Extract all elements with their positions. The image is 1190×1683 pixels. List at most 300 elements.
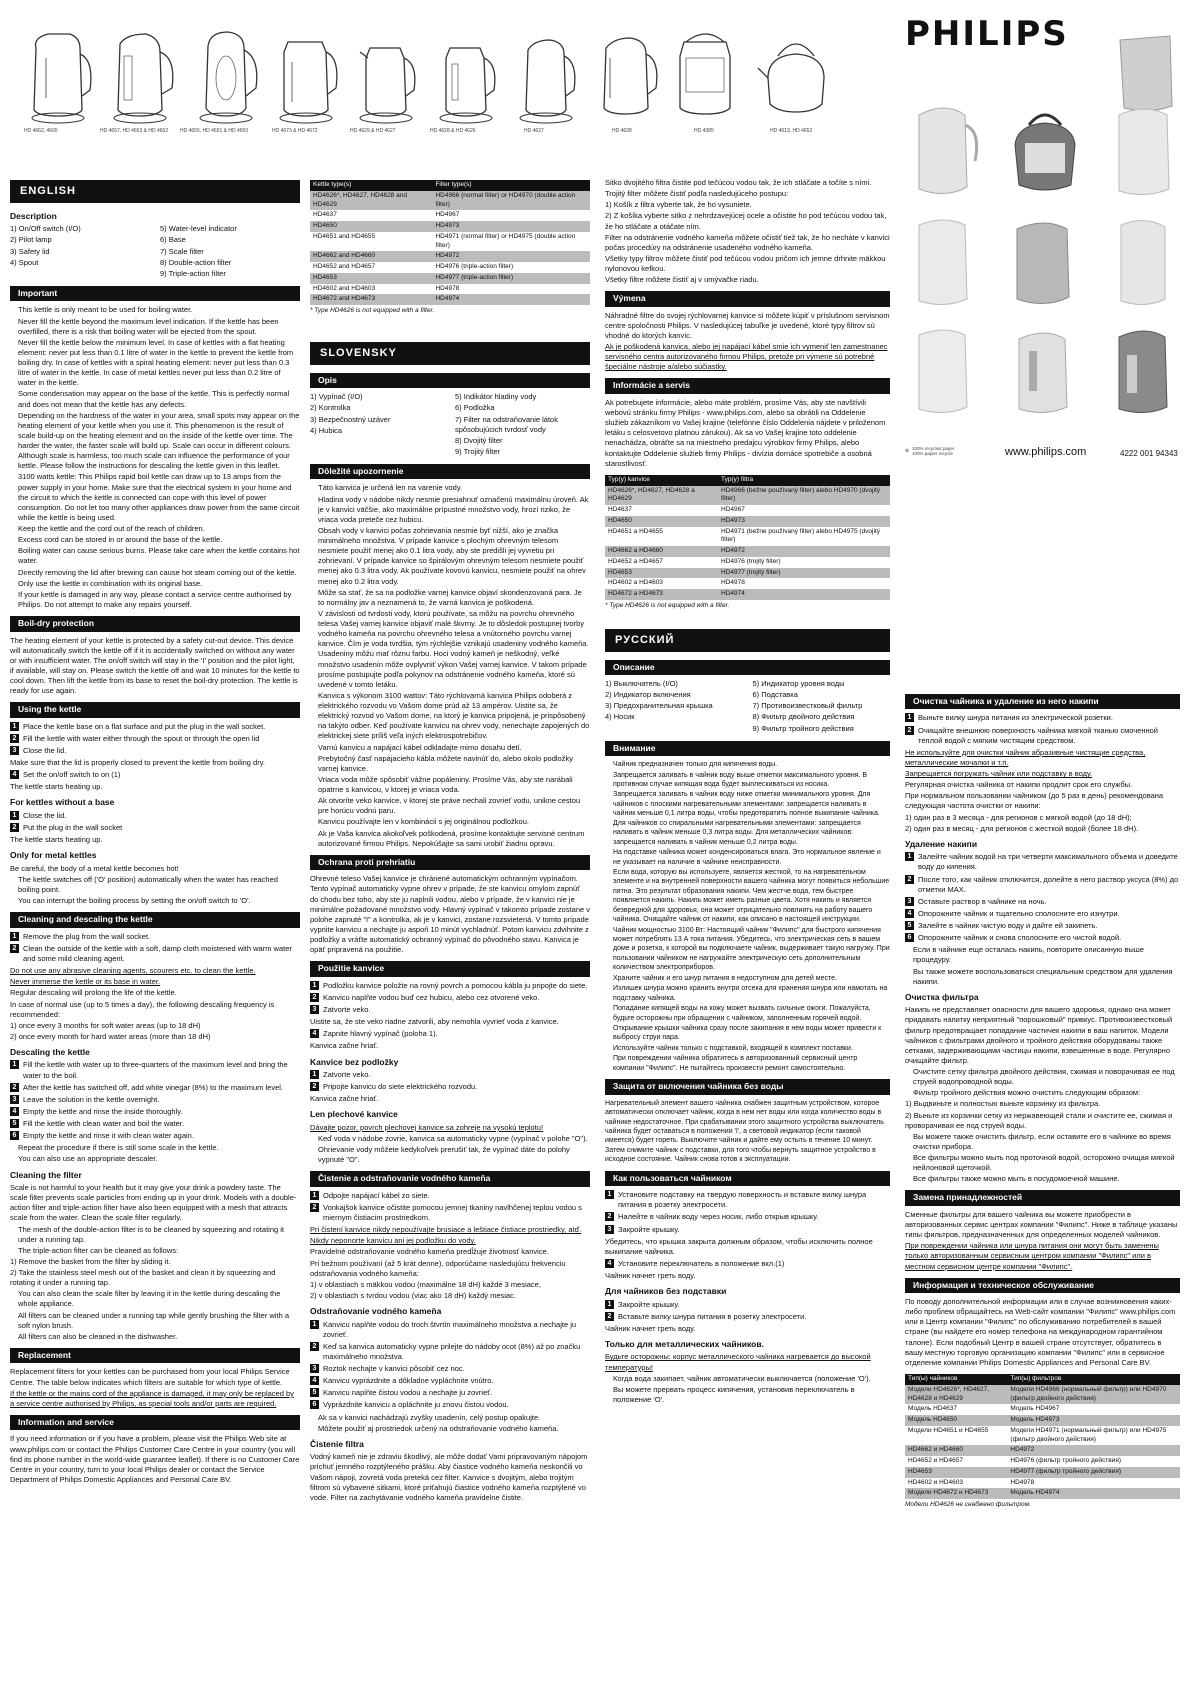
- paragraph: Regular descaling will prolong the life of the kettle.: [10, 988, 177, 998]
- kettle-diagram: [756, 18, 836, 128]
- table-cell: Модели HD4971 (нормальный фильтр) или HD4975 (фильтр двойного действия): [1007, 1426, 1180, 1446]
- table-row: [310, 273, 590, 284]
- section-title: Для чайников без подставки: [605, 1286, 727, 1297]
- table-cell: HD4626*, HD4627, HD4628 a HD4629: [605, 486, 718, 506]
- table-cell: HD4602 and HD4603: [310, 284, 432, 295]
- section-title: Dôležité upozornenie: [310, 464, 590, 479]
- step-item: 1 Kanvicu naplňte vodou do troch štvrtín maximálneho množstva a nechajte ju zovrieť.: [310, 1320, 590, 1340]
- table-cell: HD4653: [905, 1467, 1007, 1478]
- section-title: Cleaning the filter: [10, 1169, 82, 1180]
- model-caption: HD 4657, HD 4653 & HD 4652: [100, 128, 169, 134]
- step-note: Uistite sa, že ste veko riadne zatvorili, aby nemohla vyvrieť voda z kanvice.: [310, 1017, 559, 1027]
- part-item: 8) Dvojitý filter: [455, 435, 503, 445]
- table-row: [905, 1456, 1180, 1467]
- section-title: Boil-dry protection: [10, 616, 300, 631]
- kettle-diagram: [586, 18, 666, 128]
- step-note: Make sure that the lid is properly closed to prevent the kettle from boiling dry.: [10, 758, 265, 768]
- paragraph: Vriaca voda môže spôsobiť vážne popáleniny. Prosíme Vás, aby ste narábali opatrne s kanvicou, v ktorej je vriaca voda.: [318, 774, 573, 795]
- part-item: 8) Фильтр двойного действия: [752, 712, 855, 722]
- warning-text: Pri čistení kanvice nikdy nepoužívajte brusiace a leštiace čistiace prostriedky, atď.: [310, 1225, 582, 1235]
- kettle-diagram: [266, 18, 346, 128]
- table-cell: HD4626*, HD4627, HD4628 and HD4629: [310, 191, 432, 211]
- paragraph: Вы можете прервать процесс кипячения, установив переключатель в положение 'O'.: [613, 1384, 855, 1404]
- table-header: Typ(y) kanvice: [605, 475, 718, 486]
- product-photo: [905, 315, 985, 425]
- website-url: www.philips.com: [1005, 446, 1087, 458]
- part-item: 4) Spout: [10, 257, 39, 267]
- part-item: 3) Предохранительная крышка: [605, 701, 713, 711]
- model-caption: HD 4662, 4665: [24, 128, 58, 134]
- part-item: 8) Double-action filter: [160, 257, 232, 267]
- step-item: 5 Залейте в чайник чистую воду и дайте ей закипеть.: [905, 921, 1180, 931]
- paragraph: Sitko dvojitého filtra čistite pod tečúcou vodou tak, že ich stláčate a točíte s ními.: [605, 178, 872, 187]
- paragraph: 2) Take the stainless steel mesh out of the basket and clean it by squeezing and rotating it under a running tap.: [10, 1268, 276, 1288]
- paragraph: 1) Remove the basket from the filter by sliding it.: [10, 1256, 171, 1266]
- paragraph: Запрещается заливать в чайник воду выше отметки максимального уровня. В противном случае кипящая вода будет выплескиваться из носика.: [613, 771, 868, 789]
- paragraph: Všetky typy filtrov môžete čistiť pod tečúcou vodou pričom ich jemne drhnite mäkkou nylonovou kefkou.: [605, 253, 886, 273]
- paragraph: Запрещается заливать в чайник воду ниже отметки минимального уровня. Для чайников с плоскими нагревательными элементами: запрещается наливать в чайник меньше 0,1 литра воды, чтобы предотвратить полное выкипание чайника. Для чайников со спиральными нагревательными элементами: запрещается наливать в чайник меньше 0,3 литра воды. Для металлических чайников: запрещается наливать в чайник меньше 0,2 литра воды.: [613, 791, 880, 846]
- table-cell: HD4653: [310, 273, 432, 284]
- table-cell: HD4672 a HD4673: [605, 589, 718, 600]
- paragraph: Ak sa v kanvici nachádzajú zvyšky usadenín, celý postup opakujte.: [318, 1412, 541, 1422]
- warning-text: Never immerse the kettle or its base in water.: [10, 977, 161, 987]
- paragraph: Never fill the kettle beyond the maximum level indication. If the kettle has been overfilled, there is a risk that boiling water will be ejected from the spout.: [18, 316, 279, 336]
- step-note: The kettle starts heating up.: [10, 782, 103, 792]
- paragraph: Нагревательный элемент вашего чайника снабжен защитным устройством, которое автоматически отключает чайник, когда в нем нет воды или когда количество воды в чайнике недостаточное. При срабатывании этого защитного устройства выключатель чайника будет оставаться в положении 'I', а световой индикатор (если таковой имеется) будет гореть. Выключите чайник и дайте ему остыть в течение 10 минут. Затем снимите чайник с подставки, для того чтобы вернуть защитное устройство в исходное состояние. Чайник снова готов к эксплуатации.: [605, 1099, 884, 1164]
- step-note: Убедитесь, что крышка закрыта должным образом, чтобы исключить полное выкипание чайника.: [605, 1236, 873, 1256]
- table-row: [905, 1488, 1180, 1499]
- table-row: [605, 557, 890, 568]
- part-item: 7) Противоизвестковый фильтр: [752, 701, 863, 711]
- paragraph: 2) v oblastiach s tvrdou vodou (viac ako 18 dH) každý mesiac.: [310, 1290, 516, 1300]
- table-row: [605, 486, 890, 506]
- section-title: Čistenie filtra: [310, 1438, 364, 1449]
- paragraph: Чайник мощностью 3100 Вт: Настоящий чайник "Филипс" для быстрого кипячения может потреблять 13 А тока питания. Убедитесь, что электрическая сеть в вашем доме и розетка, к которой вы подключаете чайник, выдерживает такую нагрузку. При пользовании чайником не нагружайте электрическую сеть дополнительным количеством электроприборов.: [613, 926, 890, 972]
- warning-text: Do not use any abrasive cleaning agents, scourers etc. to clean the kettle.: [10, 966, 256, 976]
- step-item: 4 Установите переключатель в положение вкл.(1): [605, 1259, 890, 1269]
- table-cell: HD4973: [432, 221, 590, 232]
- table-cell: HD4978: [1007, 1478, 1180, 1489]
- table-cell: HD4977 (trojitý filter): [718, 568, 890, 579]
- table-note: Модели HD4626 не снабжено фильтром.: [905, 1501, 1031, 1509]
- paragraph: Храните чайник и его шнур питания в недоступном для детей месте.: [613, 974, 837, 982]
- section-title: Cleaning and descaling the kettle: [10, 912, 300, 927]
- part-item: 2) Индикатор включения: [605, 690, 691, 700]
- table-row: [605, 578, 890, 589]
- paragraph: При повреждении чайника или шнура питания они могут быть заменены только авторизованным сервисным центром компании "Филипс" или в местном сервисном центре компании "Филипс".: [905, 1241, 1159, 1271]
- product-photo: [1105, 205, 1185, 315]
- paragraph: Môže sa stať, že sa na podložke varnej kanvice objaví skondenzovaná para. Je to normálny jav a neznamená to, že varná kanvica je poškodená.: [318, 587, 582, 607]
- step-item: 2 Vonkajšok kanvice očistite pomocou jemnej tkaniny navlhčenej teplou vodou s miernym čistiacim prostriedkom.: [310, 1203, 590, 1223]
- part-item: 7) Scale filter: [160, 246, 204, 256]
- paragraph: При нормальном пользовании чайником (до 5 раз в день) рекомендована следующая частота очистки от накипи:: [905, 791, 1164, 811]
- language-heading: РУССКИЙ: [605, 629, 890, 652]
- product-photo: [1105, 315, 1185, 425]
- table-cell: Модель HD4650: [905, 1415, 1007, 1426]
- step-item: 3 Zatvorte veko.: [310, 1005, 590, 1015]
- model-caption: HD 4385: [694, 128, 714, 134]
- paragraph: Depending on the hardness of the water in your area, small spots may appear on the heating element of your kettle when you use it. This phenomenon is the result of scale build-up on the heating element and on the inside of the kettle over time. The harder the water, the faster scale will build up. Scale can occur in different colours. Although scale is harmless, too much scale can influence the performance of your kettle. Please follow the instructions for descaling the kettle given in this leaflet.: [18, 410, 300, 471]
- paragraph: Когда вода закипает, чайник автоматически выключается (положение 'O').: [613, 1373, 871, 1383]
- step-note: Kanvica začne hriať.: [310, 1041, 379, 1051]
- paragraph: Все фильтры также можно мыть в посудомоечной машине.: [913, 1174, 1120, 1184]
- step-item: 4 Опорожните чайник и тщательно сполосните его изнутри.: [905, 909, 1180, 919]
- paragraph: Если вода, которую вы используете, является жесткой, то на нагревательном элементе и на внутренней поверхности вашего чайника могут появиться небольшие пятна. Это результат образования накипи. Чем жестче вода, тем быстрее появляется накипь. Накипь может иметь разные цвета. Хотя накипь и является безвредной для здоровья, она может отрицательно повлиять на работу вашего чайника. Очищайте чайник от накипи, как описано в настоящей инструкции.: [613, 868, 890, 924]
- table-header: Typ(y) filtra: [718, 475, 890, 486]
- table-cell: HD4976 (triple-action filter): [432, 262, 590, 273]
- section-title: Kanvice bez podložky: [310, 1056, 399, 1067]
- part-item: 7) Filter na odstraňovanie látok spôsobujúcich tvrdosť vody: [455, 414, 558, 434]
- step-item: 2 Налейте в чайник воду через носик, либо открыв крышку.: [605, 1212, 890, 1222]
- paragraph: По поводу дополнительной информации или в случае возникновения каких-либо проблем обращайтесь на Web-сайт компании "Филипс" www.philips.com или в Центр компании "Филипс" по обслуживанию потребителей в вашей стране (вы найдете его номер телефона на международном гарантийном талоне). Если подобный Центр в вашей стране отсутствует, обратитесь в вашу местную торговую организацию компании "Филипс" или в сервисное отделение компании Philips Domestic Appliances and Personal Care BV.: [905, 1297, 1176, 1367]
- paragraph: Попадание кипящей воды на кожу может вызвать сильные ожоги. Пожалуйста, будьте осторожны при обращении с чайником, заполненным горячей водой.: [613, 1005, 871, 1022]
- kettle-diagram: [346, 18, 426, 128]
- language-heading: ENGLISH: [10, 180, 300, 203]
- step-item: 2 Kanvicu naplňte vodou buď cez hubicu, alebo cez otvorené veko.: [310, 993, 590, 1003]
- paragraph: Vodný kameň nie je zdraviu škodlivý, ale môže dodať Vami pripravovaným nápojom príchuť jemného rozptýleného prášku. Aby čiastice vodného kameňa neskončili vo Vašom nápoji, zovretá voda preteká cez filter. Kanvice s dvojitým, alebo trojitým filtrom sú vybavené sitkami, ktoré priťahujú čiastice vodného kameňa rozptýlené vo vode. Filter na zachytávanie vodného kameňa pravidelne čistite.: [310, 1452, 588, 1502]
- table-cell: HD4978: [718, 578, 890, 589]
- language-heading: SLOVENSKY: [310, 342, 590, 365]
- table-cell: HD4672 and HD4673: [310, 294, 432, 305]
- paragraph: You can also use an appropriate descaler.: [18, 1154, 158, 1164]
- table-note: * Type HD4626 is not equipped with a filter.: [310, 307, 435, 315]
- table-cell: HD4652 и HD4657: [905, 1456, 1007, 1467]
- table-row: [905, 1385, 1180, 1405]
- table-row: [605, 516, 890, 527]
- kettle-diagram: [506, 18, 586, 128]
- kettle-diagram: [426, 18, 506, 128]
- table-cell: HD4651 a HD4655: [605, 527, 718, 547]
- table-row: [905, 1478, 1180, 1489]
- model-caption: HD 4628 & HD 4626: [430, 128, 476, 134]
- table-cell: HD4650: [605, 516, 718, 527]
- table-cell: HD4652 and HD4657: [310, 262, 432, 273]
- part-item: 4) Hubica: [310, 425, 343, 435]
- section-title: Replacement: [10, 1348, 300, 1363]
- model-caption: HD 4637: [524, 128, 544, 134]
- paragraph: Never fill the kettle below the minimum level. In case of kettles with a flat heating element: never put less than 0.1 litre of water in the kettle to prevent the kettle from boiling dry. In case of kettles with a spiral heating element: never put less than 0.3 litre of water in the kettle. In case of metal kettles never put less than 0.2 litre of water in the kettle.: [18, 337, 294, 388]
- table-row: [905, 1415, 1180, 1426]
- section-title: Описание: [605, 660, 890, 675]
- paragraph: Используйте чайник только с подставкой, входящей в комплект поставки.: [613, 1044, 853, 1052]
- paragraph: 1) Выдвиньте и полностью выньте корзинку из фильтра.: [905, 1099, 1101, 1109]
- paragraph: Môžete použiť aj prostriedok určený na odstraňovanie vodného kameňa.: [318, 1423, 559, 1433]
- paragraph: Prebytočný časť napájacieho kábla môžete navinúť do, alebo okolo podložky varnej kanvice.: [318, 753, 573, 773]
- paragraph: Чайник предназначен только для кипячения воды.: [613, 761, 778, 769]
- part-item: 5) Indikátor hladiny vody: [455, 392, 537, 402]
- table-cell: Модели HD4626*, HD4627, HD4628 и HD4629: [905, 1385, 1007, 1405]
- paragraph: All filters can be cleaned under a running tap while gently brushing the filter with a soft nylon brush.: [18, 1310, 289, 1330]
- table-cell: HD4972: [1007, 1445, 1180, 1456]
- table-cell: HD4971 (bežne používaný filter) alebo HD4975 (dvojitý filter): [718, 527, 890, 547]
- warning-text: Nikdy neponorte kanvicu ani jej podložku do vody.: [310, 1236, 476, 1246]
- table-cell: Модель HD4973: [1007, 1415, 1180, 1426]
- step-item: 1 Залейте чайник водой на три четверти максимального объема и доведите воду до кипения.: [905, 852, 1180, 872]
- paragraph: Ohrevné teleso Vašej kanvice je chránené automatickým ochranným vypínačom. Tento vypínač automaticky vypne ohrev v prípade, že ste kanvicu omylom zapnúť do chodu bez toho, aby ste ju naplnili vodou, alebo v prípade, že v kanvici nie je minimálne požadované množstvo vody. Hlavný vypínač v takomto prípade zostane v polohe zapnuté "I" a kontrolka, ak je v kanvici, zostane rozsvietená. V tomto prípade vypnite kanvicu a nechajte ju aspoň 10 minút vychladnúť. Potom kanvicu zdvihnite z podložky a vráťte automatický ochranný vypínač do pôvodného stavu. Kanvica je opäť pripravená na použitie.: [310, 874, 591, 955]
- paragraph: If the kettle or the mains cord of the appliance is damaged, it may only be replaced by a service centre authorised by Philips, as special tools and/or parts are required.: [10, 1388, 294, 1408]
- paragraph: Varnú kanvicu a napájací kábel odkladajte mimo dosahu detí.: [318, 742, 522, 752]
- paragraph: Pravidelné odstraňovanie vodného kameňa predĺžuje životnosť kanvice.: [310, 1247, 549, 1257]
- paragraph: Táto kanvica je určená len na varenie vody.: [318, 483, 463, 493]
- product-photo: [905, 205, 985, 315]
- paragraph: Сменные фильтры для вашего чайника вы можете приобрести в авторизованных сервис центрах компании "Филипс". Ниже в таблице указаны типы фильтров, предназначенных для определенных моделей чайников.: [905, 1209, 1178, 1240]
- step-item: 5 Fill the kettle with clean water and boil the water.: [10, 1119, 300, 1129]
- step-item: 4 Set the on/off switch to on (1): [10, 770, 300, 780]
- product-photo: [1005, 95, 1085, 205]
- warning-text: Не используйте для очистки чайник абразивные чистящие средства, металлические мочалки и т.п.: [905, 747, 1146, 767]
- paragraph: Излишек шнура можно хранить внутри отсека для хранения шнура или намотать на подставку чайника.: [613, 985, 888, 1002]
- paragraph: Some condensation may appear on the base of the kettle. This is perfectly normal and does not mean that the kettle has any defects.: [18, 389, 290, 409]
- step-item: 1 Odpojte napájací kábel zo siete.: [310, 1191, 590, 1201]
- paragraph: Hladina vody v nádobe nikdy nesmie presiahnuť označenú maximálnu úroveň. Ak je v kanvici väčšie, ako maximálne prípustné množstvo vody, hrozí riziko, že vriaca voda preteče cez hubicu.: [318, 494, 589, 524]
- section-title: Important: [10, 286, 300, 301]
- paragraph: Všetky filtre môžete čistiť aj v umývačke riadu.: [605, 275, 759, 285]
- product-photo: [1105, 95, 1185, 205]
- russian-column: [605, 178, 890, 1406]
- section-title: Len plechové kanvice: [310, 1109, 398, 1120]
- paragraph: If your kettle is damaged in any way, please contact a service centre authorised by Philips. Do not attempt to make any repairs yourself.: [18, 589, 292, 609]
- table-row: [310, 284, 590, 295]
- table-row: [310, 221, 590, 232]
- paragraph: The heating element of your kettle is protected by a safety cut-out device. This device will automatically switch the kettle off if it is accidentally switched on without any water or with insufficient water. The on/off switch will stay in the 'I' position and the pilot light, if available, will stay on. Please switch the kettle off and wait 10 minutes for the kettle to cool down. Then lift the kettle from its base to reset the boil-dry protection. The kettle is ready for use again.: [10, 635, 300, 696]
- table-row: [905, 1404, 1180, 1415]
- paragraph: Ak je Vaša kanvica akokoľvek poškodená, prosíme kontaktujte servisné centrum autorizované firmou Philips. Nepokúšajte sa sami urobiť žiadnu opravu.: [318, 828, 585, 848]
- section-title: Čistenie a odstraňovanie vodného kameňa: [310, 1171, 590, 1186]
- section-title: Ochrana proti prehriatiu: [310, 855, 590, 870]
- paragraph: Фильтр тройного действия можно очистить следующим образом:: [913, 1088, 1141, 1098]
- recycle-text: 100% recycled paper: [912, 446, 955, 451]
- table-cell: HD4637: [605, 505, 718, 516]
- step-item: 3 Leave the solution in the kettle overnight.: [10, 1095, 300, 1105]
- paragraph: 2) Z košíka vyberte sitko z nehrdzavejúcej ocele a očistite ho pod tečúcou vodou tak, že ho stláčate a otáčate ním.: [605, 211, 887, 231]
- paragraph: Ohrievanie vody môžete kedykoľvek prerušiť tak, že vypínač dáte do polohy vypnuté "O".: [318, 1145, 570, 1165]
- model-caption: HD 4655, HD 4651 & HD 4650: [180, 128, 249, 134]
- filter-table: [605, 475, 890, 600]
- paragraph: Kanvica s výkonom 3100 wattov: Táto rýchlovarná kanvica Philips odoberá z elektrického rozvodu vo Vašom dome prúd až 13 ampérov. Uistite sa, že elektrický rozvod vo Vašom dome, na ktorý je kanvica pripojená, je prispôsobený na takýto odber. Keď používate kanvicu na ohrev vody, nenechajte zapojených do elektrickej siete príliš veľa iných elektrospotrebičov.: [318, 690, 590, 741]
- section-title: Použitie kanvice: [310, 961, 590, 976]
- table-cell: HD4652 a HD4657: [605, 557, 718, 568]
- table-row: [310, 251, 590, 262]
- step-item: 2 После того, как чайник отключится, долейте в него раствор уксуса (8%) до отметки MAX.: [905, 875, 1180, 895]
- paragraph: Keep the kettle and the cord out of the reach of children.: [18, 524, 205, 534]
- section-title: Using the kettle: [10, 702, 300, 717]
- table-cell: HD4662 and HD4660: [310, 251, 432, 262]
- part-item: 1) Выключатель (I/O): [605, 679, 678, 689]
- section-title: Внимание: [605, 741, 890, 756]
- paragraph: Scale is not harmful to your health but it may give your drink a powdery taste. The scale filter prevents scale particles from ending up in your drink. Models with a double-action filter and triple-action filter have also been equipped with a mesh that attracts scale from the water. Clean the scale filter regularly.: [10, 1183, 297, 1223]
- step-item: 6 Опорожните чайник и снова сполосните его чистой водой.: [905, 933, 1180, 943]
- section-title: Opis: [310, 373, 590, 388]
- recycled-paper-note: [905, 446, 954, 456]
- paragraph: Pri bežnom používaní (až 5 krát denne), odporúčame nasledujúcu frekvenciu odstraňovania vodného kameňa:: [310, 1258, 566, 1278]
- part-item: 6) Podložka: [455, 403, 495, 413]
- brand-logo: PHILIPS: [905, 14, 1069, 54]
- step-item: 1 Установите подставку на твердую поверхность и вставьте вилку шнура питания в розетку электросети.: [605, 1190, 890, 1210]
- step-item: 4 Kanvicu vyprázdnite a dôkladne vypláchnite vnútro.: [310, 1376, 590, 1386]
- part-item: 1) On/Off switch (I/O): [10, 224, 81, 234]
- table-cell: HD4653: [605, 568, 718, 579]
- table-cell: Модель HD4637: [905, 1404, 1007, 1415]
- table-cell: HD4967: [718, 505, 890, 516]
- table-cell: HD4977 (фильтр тройного действия): [1007, 1467, 1180, 1478]
- table-cell: HD4973: [718, 516, 890, 527]
- paragraph: Trojitý filter môžete čistiť podľa nasledujúceho postupu:: [605, 189, 789, 199]
- table-row: [310, 232, 590, 252]
- part-item: 9) Trojitý filter: [455, 446, 501, 456]
- step-item: 2 After the kettle has switched off, add white vinegar (8%) to the maximum level.: [10, 1083, 300, 1093]
- paragraph: V závislosti od tvrdosti vody, ktorú používate, sa môžu na povrchu ohrevného telesa Vašej varnej kanvice objaviť malé škvrny. Je to dôsledok postupnej tvorby vodného kameňa na povrchu ohrevného telesa a vnútorného povrchu varnej kanvice. Čím je voda tvrdšia, tým rýchlejšie vznikajú usadeniny vodného kameňa. Usadeniny môžu mať rôznu farbu. Hoci vodný kameň je neškodný, veľké množstvo usadenín môže ovplyvniť výkon Vašej varnej kanvice. V takom prípade prosíme postupujte podľa pokynov na odstránenie vodného kameňa, ktoré sú uvedené v tomto letáku.: [318, 608, 589, 689]
- paragraph: Keď voda v nádobe zovrie, kanvica sa automaticky vypne (vypínač v polohe "O").: [318, 1133, 588, 1143]
- table-cell: HD4976 (фильтр тройного действия): [1007, 1456, 1180, 1467]
- table-cell: HD4662 a HD4660: [605, 546, 718, 557]
- kettle-diagram: [18, 18, 98, 128]
- paragraph: 2) один раз в месяц - для регионов с жесткой водой (более 18 dH).: [905, 823, 1139, 833]
- step-item: 2 Keď sa kanvica automaticky vypne prilejte do nádoby ocot (8%) až po značku maximálneho množstva.: [310, 1342, 590, 1362]
- table-row: [905, 1467, 1180, 1478]
- table-row: [605, 568, 890, 579]
- part-item: 9) Фильтр тройного действия: [752, 723, 854, 733]
- step-note: Kanvica začne hriať.: [310, 1094, 379, 1104]
- step-item: 1 Remove the plug from the wall socket.: [10, 932, 300, 942]
- step-item: 3 Roztok nechajte v kanvici pôsobiť cez noc.: [310, 1364, 590, 1374]
- recycle-icon: ♻: [905, 448, 910, 453]
- table-cell: HD4602 a HD4603: [605, 578, 718, 589]
- table-row: [605, 505, 890, 516]
- model-caption: HD 4613, HD 4652: [770, 128, 813, 134]
- paragraph: Kanvicu používajte len v kombinácii s jej originálnou podložkou.: [318, 817, 529, 827]
- paragraph: Directly removing the lid after brewing can cause hot steam coming out of the kettle.: [18, 567, 297, 577]
- table-header: Тип(ы) чайников: [905, 1374, 1007, 1385]
- table-row: [905, 1445, 1180, 1456]
- step-item: 3 Закройте крышку.: [605, 1225, 890, 1235]
- paragraph: The kettle switches off ('O' position) automatically when the water has reached boiling point.: [18, 874, 278, 895]
- paragraph: Вы также можете воспользоваться специальным средством для удаления накипи.: [913, 966, 1173, 986]
- step-item: 2 Put the plug in the wall socket: [10, 823, 300, 833]
- table-cell: HD4972: [718, 546, 890, 557]
- paragraph: 1) Košík z filtra vyberte tak, že ho vysuniete.: [605, 200, 752, 210]
- table-cell: HD4976 (trojitý filter): [718, 557, 890, 568]
- section-title: Очистка фильтра: [905, 991, 979, 1002]
- paragraph: Obsah vody v kanvici počas zohrievania nesmie byť nižší, ako je značka minimálneho množstva. V prípade kanvice s plochým ohrevným telesom nesmiete použiť menej ako 0.1 litra vody, aby ste predišli jej vyvretiu pri zohrievaní. V prípade kanvice so špirálovým ohrevným telesom nesmiete použiť menej ako 0.3 litra vody. Ak používate kovovú kanvicu, nesmiete použiť na ohrev menej ako 0.2 litra vody.: [318, 525, 586, 586]
- paragraph: If you need information or if you have a problem, please visit the Philips Web site at www.philips.com or contact the Philips Customer Care Centre in your country (you will find its phone number in the world-wide guarantee leaflet). If there is no Customer Care Centre in your country, turn to your local Philips dealer or contact the Service Department of Philips Domestic Appliances and Personal Care BV.: [10, 1434, 300, 1484]
- warning-text: Dávajte pozor, povrch plechovej kanvice sa zohreje na vysokú teplotu!: [310, 1122, 544, 1132]
- section-title: Как пользоваться чайником: [605, 1171, 890, 1186]
- paragraph: Filter na odstránenie vodného kameňa môžete očistiť tiež tak, že ho necháte v kanvici počas procedúry na odstránenie usadeného vodného kameňa.: [605, 232, 890, 252]
- document-number: 4222 001 94343: [1120, 449, 1178, 458]
- paragraph: Если в чайнике еще осталась накипь, повторите описанную выше процедуру.: [913, 945, 1144, 965]
- part-item: 2) Pilot lamp: [10, 235, 52, 245]
- step-item: 1 Podložku kanvice položte na rovný povrch a pomocou kábla ju pripojte do siete.: [310, 981, 590, 991]
- paragraph: Ak otvoríte veko kanvice, v ktorej ste práve nechali zovrieť vodu, unikne cestou pre horúcu vodnú paru.: [318, 796, 581, 816]
- step-note: Чайник начнет греть воду.: [605, 1271, 696, 1281]
- parts-list: [310, 392, 590, 458]
- section-title: Odstraňovanie vodného kameňa: [310, 1306, 442, 1317]
- filter-table: [905, 1374, 1180, 1499]
- paragraph: Repeat the procedure if there is still some scale in the kettle.: [18, 1143, 219, 1153]
- part-item: 3) Bezpečnostný uzáver: [310, 414, 391, 424]
- table-row: [605, 589, 890, 600]
- part-item: 2) Kontrolka: [310, 403, 351, 413]
- step-item: 4 Zapnite hlavný vypínač (poloha 1).: [310, 1029, 590, 1039]
- step-item: 2 Pripojte kanvicu do siete elektrického rozvodu.: [310, 1082, 590, 1092]
- section-title: Защита от включения чайника без воды: [605, 1079, 890, 1094]
- slovak-column: [310, 178, 590, 1504]
- part-item: 5) Индикатор уровня воды: [752, 679, 845, 689]
- paragraph: This kettle is only meant to be used for boiling water.: [18, 305, 193, 315]
- step-item: 6 Empty the kettle and rinse it with clean water again.: [10, 1131, 300, 1141]
- paragraph: The triple-action filter can be cleaned as follows:: [18, 1245, 179, 1255]
- part-item: 9) Triple-action filter: [160, 268, 226, 278]
- step-item: 1 Zatvorte veko.: [310, 1070, 590, 1080]
- step-item: 1 Закройте крышку.: [605, 1300, 890, 1310]
- table-cell: HD4974: [718, 589, 890, 600]
- part-item: 1) Vypínač (I/O): [310, 392, 363, 402]
- paragraph: In case of normal use (up to 5 times a day), the following descaling frequency is recommended:: [10, 999, 275, 1019]
- table-header: Filter type(s): [432, 180, 590, 191]
- step-item: 5 Kanvicu naplňte čistou vodou a nechajte ju zovrieť.: [310, 1388, 590, 1398]
- step-item: 4 Empty the kettle and rinse the inside thoroughly.: [10, 1107, 300, 1117]
- paragraph: 3100 watts kettle: This Philips rapid boil kettle can draw up to 13 amps from the power supply in your home. Make sure that the electrical system in your home and the circuit to which the kettle is connected can cope with this level of power consumption. Do not let too many other appliances draw power from the same circuit while the kettle is being used.: [18, 472, 300, 522]
- paragraph: Only use the kettle in combination with its original base.: [18, 578, 203, 588]
- table-cell: HD4651 and HD4655: [310, 232, 432, 252]
- section-title: Description: [10, 210, 57, 221]
- warning-text: Be careful, the body of a metal kettle becomes hot!: [10, 863, 179, 873]
- table-row: [310, 262, 590, 273]
- paragraph: 1) once every 3 months for soft water areas (up to 18 dH): [10, 1020, 201, 1030]
- paragraph: 2) once every month for hard water areas (more than 18 dH): [10, 1031, 211, 1041]
- step-item: 1 Close the lid.: [10, 811, 300, 821]
- step-item: 2 Clean the outside of the kettle with a soft, damp cloth moistened with warm water and some mild cleaning agent.: [10, 944, 300, 964]
- paragraph: Ak je poškodená kanvica, alebo jej napájací kábel smie ich vymeniť len zamestnanec servisného centra autorizovaného firmou Philips, pretože pri výmene sú potrebné špeciálne nástroje a/alebo súčiastky.: [605, 342, 888, 372]
- parts-list: [605, 679, 890, 735]
- section-title: Information and service: [10, 1415, 300, 1430]
- step-item: 3 Оставьте раствор в чайнике на ночь.: [905, 897, 1180, 907]
- table-cell: HD4971 (normal filter) or HD4975 (double action filter): [432, 232, 590, 252]
- paragraph: Вы можете также очистить фильтр, если оставите его в чайнике во время очистки прибора.: [913, 1131, 1171, 1151]
- step-item: 1 Выньте вилку шнура питания из электрической розетки.: [905, 713, 1180, 723]
- paragraph: Накипь не представляет опасности для вашего здоровья, однако она может придавать напитку неприятный "порошковый" привкус. Противоизвестковый фильтр предотвращает попадание частичек накипи в ваш напиток. Модели чайников с фильтрами двойного и тройного действия оборудованы также сетками, задерживающими частицы накипи, взвешенные в воде. Регулярно очищайте фильтр.: [905, 1005, 1173, 1065]
- model-caption: HD 4638: [612, 128, 632, 134]
- section-title: Замена принадлежностей: [905, 1190, 1180, 1205]
- table-cell: Модель HD4974: [1007, 1488, 1180, 1499]
- russian-column-continued: [905, 688, 1180, 1511]
- table-note: * Type HD4626 is not equipped with a filter.: [605, 602, 730, 609]
- paragraph: 1) один раз в 3 месяца - для регионов с мягкой водой (до 18 dH);: [905, 812, 1132, 822]
- table-cell: Модели HD4672 и HD4673: [905, 1488, 1007, 1499]
- step-item: 3 Close the lid.: [10, 746, 300, 756]
- table-cell: HD4602 и HD4603: [905, 1478, 1007, 1489]
- paragraph: Открывание крышки чайника сразу после закипания в нем воды может привести к выбросу струи пара.: [613, 1024, 882, 1042]
- section-title: Очистка чайника и удаление из него накипи: [905, 694, 1180, 709]
- kettle-diagram: [100, 18, 180, 128]
- step-item: 2 Очищайте внешнюю поверхность чайника мягкой тканью смоченной теплой водой с мягким чистящим средством.: [905, 726, 1180, 746]
- section-title: Информация и техническое обслуживание: [905, 1278, 1180, 1293]
- step-note: The kettle starts heating up.: [10, 835, 103, 845]
- part-item: 5) Water-level indicator: [160, 224, 237, 234]
- paragraph: 1) v oblastiach s mäkkou vodou (maximálne 18 dH) každé 3 mesiace,: [310, 1279, 541, 1289]
- table-cell: HD4967: [432, 210, 590, 221]
- recycle-text: 100% papier recyclé: [912, 451, 953, 456]
- english-column: [10, 178, 300, 1486]
- paragraph: Все фильтры можно мыть под проточной водой, осторожно очищая мягкой нейлоновой щеточкой.: [913, 1153, 1175, 1173]
- warning-text: Запрещается погружать чайник или подставку в воду.: [905, 769, 1093, 779]
- table-cell: HD4966 (bežne používaný filter) alebo HD4970 (dvojitý filter): [718, 486, 890, 506]
- paragraph: 2) Выньте из корзинки сетку из нержавеющей стали и очистите ее, сжимая и проворачивая ее под струей воды.: [905, 1110, 1173, 1130]
- table-row: [905, 1426, 1180, 1446]
- paragraph: Регулярная очистка чайника от накипи продлит срок его службы.: [905, 780, 1133, 790]
- table-cell: HD4637: [310, 210, 432, 221]
- table-header: Kettle type(s): [310, 180, 432, 191]
